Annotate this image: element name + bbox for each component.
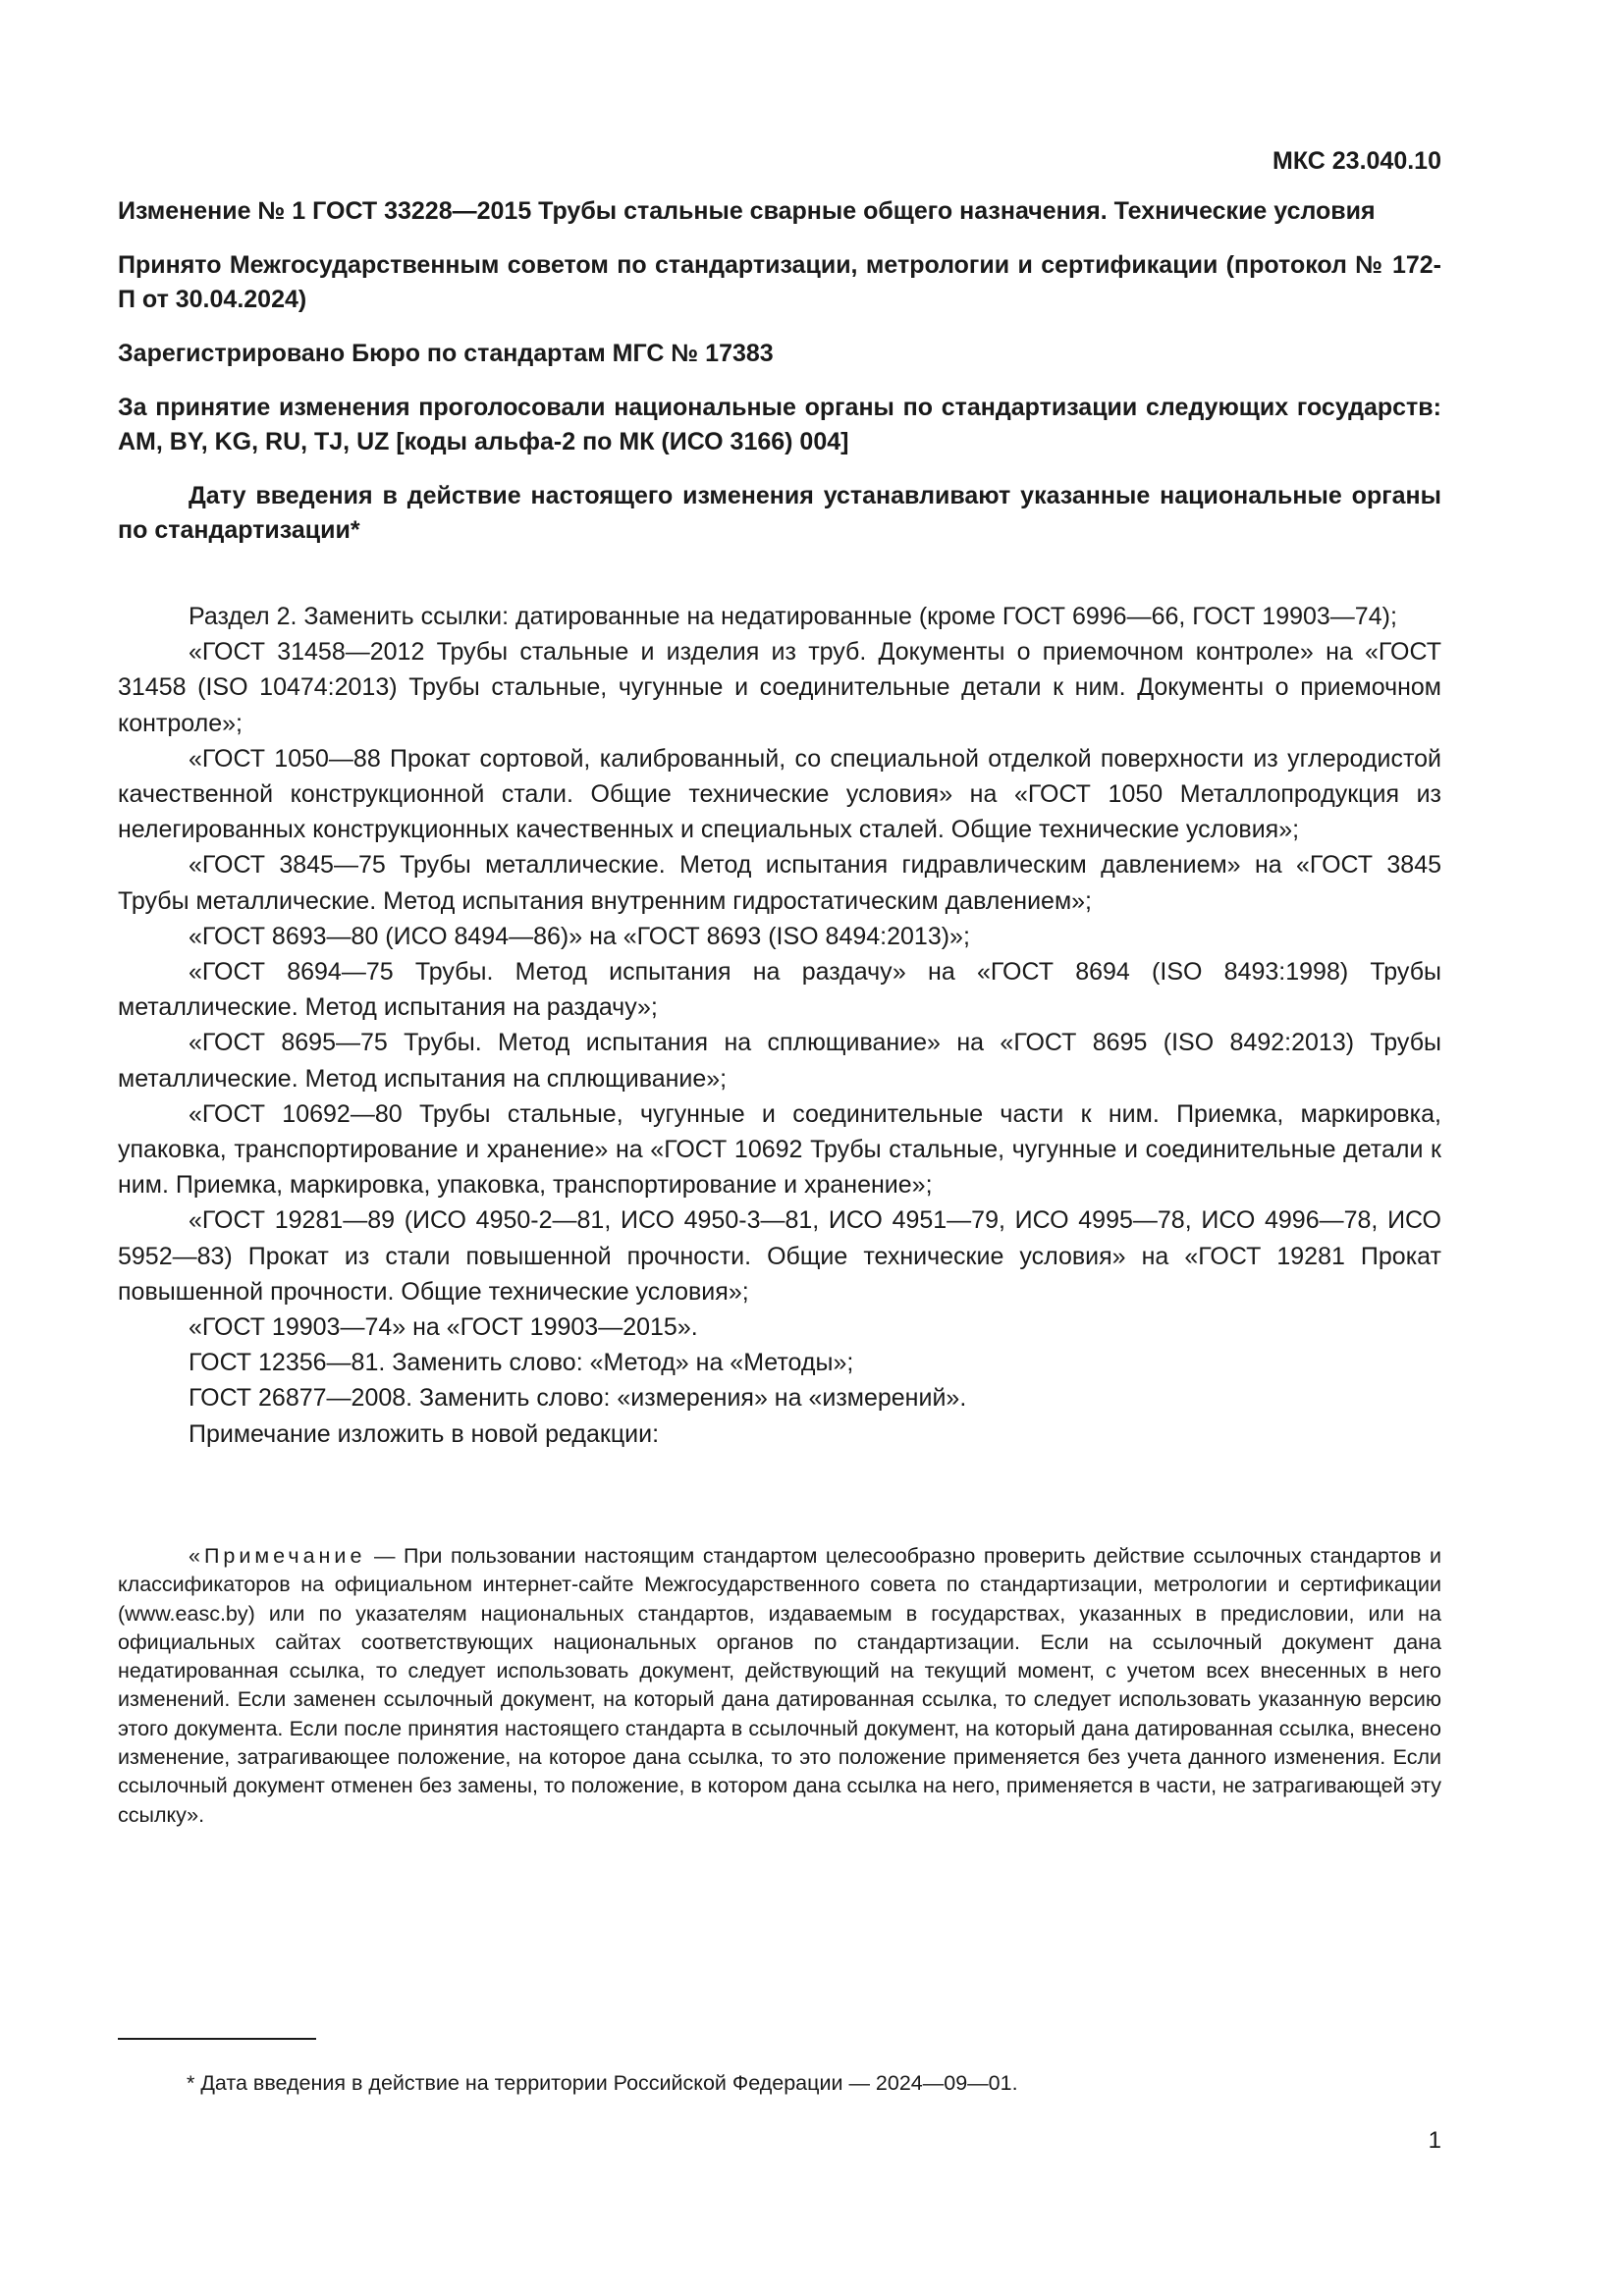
body-paragraph: «ГОСТ 8693—80 (ИСО 8494—86)» на «ГОСТ 8693 (ISO 8494:2013)»; [189, 922, 970, 950]
body-paragraph: «ГОСТ 10692—80 Трубы стальные, чугунные и соединительные части к ним. Приемка, маркировка, упаковка, транспортирование и хранение» на «ГОСТ 10692 Трубы стальные, чугунные и соединительные детали к ним. Приемка, маркировка, упаковка, транспортирование и хранение»; [118, 1099, 1441, 1200]
registration-statement: Зарегистрировано Бюро по стандартам МГС № 17383 [118, 340, 774, 367]
body-paragraph: «ГОСТ 19903—74» на «ГОСТ 19903—2015». [189, 1313, 698, 1342]
document-page [118, 0, 1441, 2296]
amendment-body [118, 599, 1441, 1452]
body-paragraph: ГОСТ 26877—2008. Заменить слово: «измерения» на «измерений». [189, 1384, 967, 1413]
note-block [118, 1542, 1441, 1830]
amendment-title: Изменение № 1 ГОСТ 33228—2015 Трубы стальные сварные общего назначения. Технические условия [118, 197, 1376, 225]
body-paragraph: ГОСТ 12356—81. Заменить слово: «Метод» на «Методы»; [189, 1349, 854, 1377]
body-paragraph: «ГОСТ 31458—2012 Трубы стальные и изделия из труб. Документы о приемочном контроле» на «ГОСТ 31458 (ISO 10474:2013) Трубы стальные, чугунные и соединительные детали к ним. Документы о приемочном контроле»; [118, 638, 1441, 737]
note-paragraph [118, 1542, 1441, 1830]
body-paragraph: «ГОСТ 1050—88 Прокат сортовой, калиброванный, со специальной отделкой поверхности из углеродистой качественной конструкционной стали. Общие технические условия» на «ГОСТ 1050 Металлопродукция из нелегированных конструкционных качественных и специальных сталей. Общие технические условия»; [118, 744, 1441, 844]
body-paragraph: Примечание изложить в новой редакции: [189, 1419, 660, 1448]
body-paragraph: Раздел 2. Заменить ссылки: датированные на недатированные (кроме ГОСТ 6996—66, ГОСТ 19903—74); [189, 603, 1397, 630]
effective-date-statement: Дату введения в действие настоящего изменения устанавливают указанные национальные органы по стандартизации* [118, 482, 1441, 544]
note-text: — При пользовании настоящим стандартом целесообразно проверить действие ссылочных стандартов и классификаторов на официальном интернет-сайте Межгосударственного совета по стандартизации, метрологии и сертификации (www.easc.by) или по указателям национальных стандартов, издаваемым в государствах, указанных в предисловии, или на официальных сайтах соответствующих национальных органов по стандартизации. Если на ссылочный документ дана недатированная ссылка, то следует использовать документ, действующий на текущий момент, с учетом всех внесенных в него изменений. Если заменен ссылочный документ, на который дана датированная ссылка, то следует использовать указанную версию этого документа. Если после принятия настоящего стандарта в ссылочный документ, на который дана датированная ссылка, внесено изменение, затрагивающее положение, на которое дана ссылка, то это положение применяется без учета данного изменения. Если ссылочный документ отменен без замены, то положение, в котором дана ссылка на него, применяется в части, не затрагивающей эту ссылку». [118, 1544, 1441, 1827]
body-paragraph: «ГОСТ 3845—75 Трубы металлические. Метод испытания гидравлическим давлением» на «ГОСТ 3845 Трубы металлические. Метод испытания внутренним гидростатическим давлением»; [118, 851, 1441, 915]
footnote-divider [118, 2038, 316, 2040]
body-paragraph: «ГОСТ 8695—75 Трубы. Метод испытания на сплющивание» на «ГОСТ 8695 (ISO 8492:2013) Трубы металлические. Метод испытания на сплющивание»; [118, 1029, 1441, 1093]
page-number: 1 [1428, 2127, 1441, 2154]
voting-statement: За принятие изменения проголосовали национальные органы по стандартизации следующих государств: AM, BY, KG, RU, TJ, UZ [коды альфа-2 по МК (ИСО 3166) 004] [118, 394, 1441, 455]
footnote: * Дата введения в действие на территории Российской Федерации — 2024—09—01. [187, 2071, 1018, 2095]
classification-code: МКС 23.040.10 [1272, 147, 1441, 175]
body-paragraph: «ГОСТ 8694—75 Трубы. Метод испытания на раздачу» на «ГОСТ 8694 (ISO 8493:1998) Трубы металлические. Метод испытания на раздачу»; [118, 958, 1441, 1022]
body-paragraph: «ГОСТ 19281—89 (ИСО 4950-2—81, ИСО 4950-3—81, ИСО 4951—79, ИСО 4995—78, ИСО 4996—78, ИСО 5952—83) Прокат из стали повышенной прочности. Общие технические условия» на «ГОСТ 19281 Прокат повышенной прочности. Общие технические условия»; [118, 1206, 1441, 1306]
note-label: «Примечание [189, 1544, 366, 1568]
adoption-statement: Принято Межгосударственным советом по стандартизации, метрологии и сертификации (протокол № 172-П от 30.04.2024) [118, 251, 1441, 313]
document-header [118, 194, 1441, 567]
